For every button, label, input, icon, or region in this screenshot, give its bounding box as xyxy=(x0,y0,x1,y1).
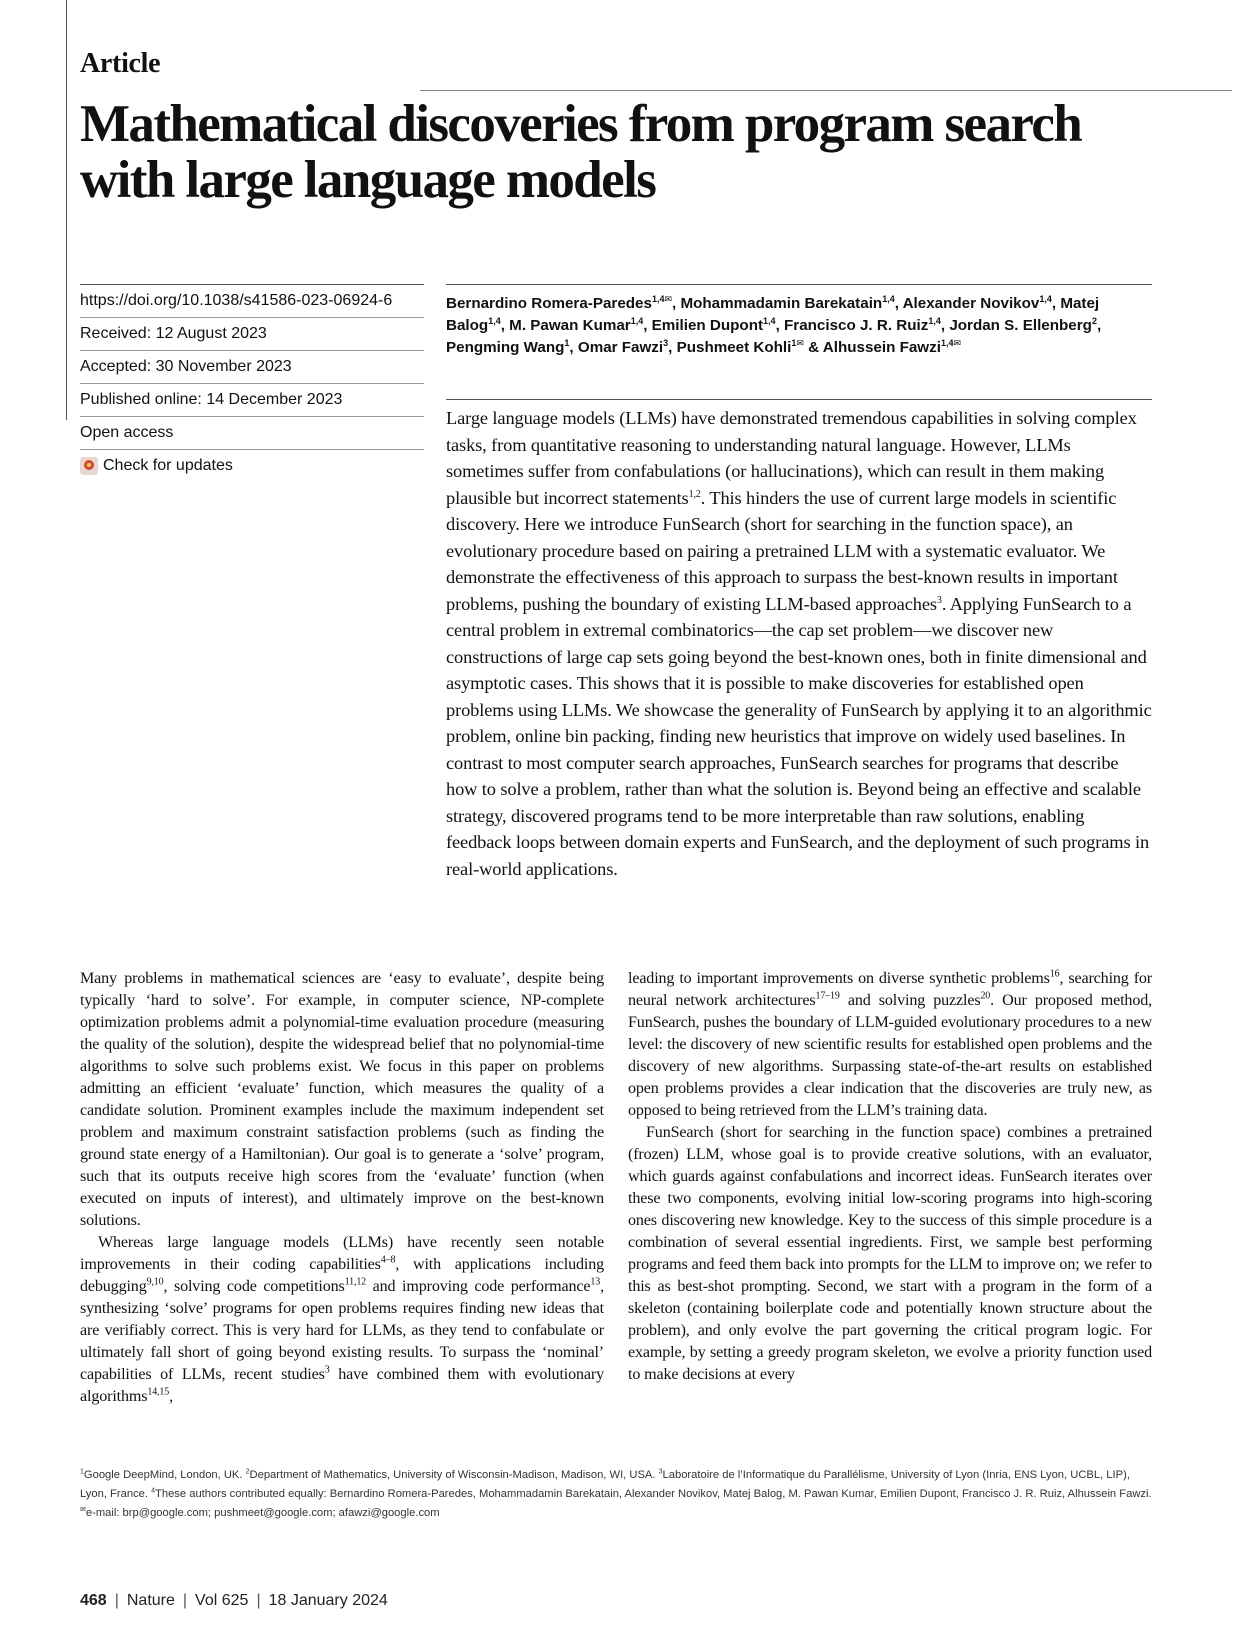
author-affiliation: 1 xyxy=(564,337,570,348)
received-date: Received: 12 August 2023 xyxy=(80,317,424,350)
author-separator: , xyxy=(775,317,785,334)
header-rule xyxy=(420,90,1232,91)
article-title: Mathematical discoveries from program search with large language models xyxy=(80,95,1082,209)
body-column-right xyxy=(628,968,1152,1386)
author-separator: , xyxy=(569,339,578,356)
author-separator: , xyxy=(643,317,652,334)
text-run: leading to important improvements on diverse synthetic problems xyxy=(628,970,1050,987)
author-affiliation: 1,4 xyxy=(630,315,644,326)
author-affiliation: 1,4 xyxy=(928,315,941,326)
author-name[interactable]: Omar Fawzi xyxy=(577,339,664,356)
text-run: and improving code performance xyxy=(366,1278,591,1295)
citation-superscript: 16 xyxy=(1049,968,1060,980)
citation-superscript: 11,12 xyxy=(344,1276,367,1288)
page-number: 468 xyxy=(80,1592,107,1609)
body-paragraph xyxy=(80,1232,604,1408)
author-list xyxy=(446,284,1152,359)
citation-superscript: 3 xyxy=(324,1364,330,1376)
check-for-updates-icon xyxy=(80,457,98,475)
author-separator: , xyxy=(894,295,903,312)
author-affiliation: 3 xyxy=(663,337,669,348)
author-affiliation: 1,4 xyxy=(763,315,776,326)
text-run: , solving code competitions xyxy=(163,1278,345,1295)
body-paragraph xyxy=(628,968,1152,1122)
author-separator: , xyxy=(1096,317,1102,334)
body-paragraph xyxy=(628,1122,1152,1386)
open-access-label: Open access xyxy=(80,416,424,449)
envelope-icon[interactable]: ✉ xyxy=(953,337,961,348)
text-run: FunSearch (short for searching in the function space) combines a pretrained (frozen) LLM, whose goal is to provide creative solutions, with an evaluator, which guards against confabulations and incorrect ideas. FunSearch iterates over these two components, evolving initial low-scoring programs into high-scoring ones discovering new knowledge. Key to the success of this simple procedure is a combination of several essential ingredients. First, we sample best performing programs and feed them back into prompts for the LLM to improve on; we refer to this as best-shot prompting. Second, we start with a program in the form of a skeleton (containing boilerplate code and potentially known structure about the problem), and only evolve the part governing the critical program logic. For example, by setting a greedy program skeleton, we evolve a priority function used to make decisions at every xyxy=(628,1124,1152,1383)
author-name[interactable]: Matej Balog xyxy=(446,295,1100,334)
text-run: , with applications including debugging xyxy=(80,1256,604,1295)
text-run: e-mail: brp@google.com; pushmeet@google.com; afawzi@google.com xyxy=(85,1507,440,1519)
text-run: have combined them with evolutionary algorithms xyxy=(80,1366,604,1405)
author-affiliation: 2 xyxy=(1091,315,1097,326)
citation-superscript: ✉ xyxy=(80,1506,86,1514)
text-run: Large language models (LLMs) have demonstrated tremendous capabilities in solving complex tasks, from quantitative reasoning to understanding natural language. However, LLMs sometimes suffer from confabulations (or hallucinations), which can result in them making plausible but incorrect statements xyxy=(446,408,1137,508)
author-separator: , xyxy=(672,295,681,312)
author-affiliation: 1,4 xyxy=(651,293,665,304)
citation-superscript: 13 xyxy=(590,1276,601,1288)
text-run: Department of Mathematics, University of Wisconsin-Madison, Madison, WI, USA. xyxy=(249,1469,659,1481)
body-column-left xyxy=(80,968,604,1408)
text-run: These authors contributed equally: Bernardino Romera-Paredes, Mohammadamin Barekatain, Alexander Novikov, Matej Balog, M. Pawan Kumar, Emilien Dupont, Francisco J. R. Ruiz, Alhussein Fawzi. xyxy=(155,1488,1152,1500)
text-run: , xyxy=(169,1388,173,1405)
text-run: . Our proposed method, FunSearch, pushes the boundary of LLM-guided evolutionary procedures to a new level: the discovery of new scientific results for established open problems and the discovery of new algorithms. Surpassing state-of-the-art results on established open problems provides a clear indication that the discoveries are truly new, as opposed to being retrieved from the LLM’s training data. xyxy=(628,992,1152,1119)
text-run: , searching for neural network architectures xyxy=(628,970,1153,1009)
author-affiliation: 1,4 xyxy=(940,337,954,348)
journal-name: Nature xyxy=(126,1592,175,1609)
envelope-icon[interactable]: ✉ xyxy=(664,293,673,304)
citation-superscript: 3 xyxy=(936,594,942,606)
author-name[interactable]: Pushmeet Kohli xyxy=(676,339,792,356)
text-run: Laboratoire de l’Informatique du Parallélisme, University of Lyon (Inria, ENS Lyon, UCBL, LIP), Lyon, France. xyxy=(80,1469,1130,1500)
page-footer: 468 | Nature | Vol 625 | 18 January 2024 xyxy=(80,1592,388,1609)
author-separator: , xyxy=(500,317,510,334)
citation-superscript: 1 xyxy=(80,1468,84,1476)
body-paragraph xyxy=(80,968,604,1232)
author-name[interactable]: M. Pawan Kumar xyxy=(509,317,631,334)
text-run: . This hinders the use of current large models in scientific discovery. Here we introduce FunSearch (short for searching in the function space), an evolutionary procedure based on pairing a pretrained LLM with a systematic evaluator. We demonstrate the effectiveness of this approach to surpass the best-known results in important problems, pushing the boundary of existing LLM-based approaches xyxy=(446,487,1118,614)
published-date: Published online: 14 December 2023 xyxy=(80,383,424,416)
citation-superscript: 4 xyxy=(151,1487,156,1495)
text-run: Many problems in mathematical sciences are ‘easy to evaluate’, despite being typically ‘hard to solve’. For example, in computer science, NP-complete optimization problems admit a polynomial-time evaluation procedure (measuring the quality of the solution), despite the widespread belief that no polynomial-time algorithms to solve such problems exist. We focus in this paper on problems admitting an efficient ‘evaluate’ function, which measures the quality of a candidate solution. Prominent examples include the maximum independent set problem and maximum constraint satisfaction problems (such as finding the ground state energy of a Hamiltonian). Our goal is to generate a ‘solve’ program, such that its outputs receive high scores from the ‘evaluate’ function (when executed on inputs of interest), and ultimately improve on the best-known solutions. xyxy=(80,970,604,1229)
author-name[interactable]: Emilien Dupont xyxy=(651,317,764,334)
author-affiliation: 1,4 xyxy=(1039,293,1052,304)
author-name[interactable]: Bernardino Romera-Paredes xyxy=(446,295,652,312)
text-run: Google DeepMind, London, UK. xyxy=(83,1469,246,1481)
envelope-icon[interactable]: ✉ xyxy=(796,337,804,348)
text-run: Whereas large language models (LLMs) have recently seen notable improvements in their coding capabilities xyxy=(80,1234,604,1273)
citation-superscript: 4–8 xyxy=(380,1254,396,1266)
check-for-updates-label: Check for updates xyxy=(103,457,233,474)
check-for-updates-link[interactable] xyxy=(80,449,424,482)
issue-date: 18 January 2024 xyxy=(268,1592,388,1609)
citation-superscript: 20 xyxy=(980,990,991,1002)
affiliations-footnote xyxy=(80,1466,1152,1523)
margin-rule xyxy=(66,0,67,420)
author-name[interactable]: Alexander Novikov xyxy=(902,295,1040,312)
article-metadata xyxy=(80,284,424,482)
author-separator: , xyxy=(668,339,677,356)
author-name[interactable]: Francisco J. R. Ruiz xyxy=(784,317,929,334)
abstract xyxy=(446,399,1152,882)
author-affiliation: 1,4 xyxy=(488,315,501,326)
journal-volume: Vol 625 xyxy=(195,1592,249,1609)
author-affiliation: 1 xyxy=(791,337,797,348)
accepted-date: Accepted: 30 November 2023 xyxy=(80,350,424,383)
author-name[interactable]: Jordan S. Ellenberg xyxy=(949,317,1092,334)
article-type-label: Article xyxy=(80,48,161,79)
text-run: . Applying FunSearch to a central problem in extremal combinatorics—the cap set problem—we discover new constructions of large cap sets going beyond the best-known ones, both in finite dimensional and asymptotic cases. This shows that it is possible to make discoveries for established open problems using LLMs. We showcase the generality of FunSearch by applying it to an algorithmic problem, online bin packing, finding new heuristics that improve on widely used baselines. In contrast to most computer search approaches, FunSearch searches for programs that describe how to solve a problem, rather than what the solution is. Beyond being an effective and scalable strategy, discovered programs tend to be more interpretable than raw solutions, enabling feedback loops between domain experts and FunSearch, and the deployment of such programs in real-world applications. xyxy=(446,593,1152,879)
citation-superscript: 17–19 xyxy=(815,990,840,1002)
author-separator: , xyxy=(1051,295,1061,312)
author-separator: & xyxy=(803,339,823,356)
citation-superscript: 3 xyxy=(658,1468,663,1476)
citation-superscript: 14,15 xyxy=(147,1386,170,1398)
citation-superscript: 1,2 xyxy=(688,488,701,500)
doi-link[interactable]: https://doi.org/10.1038/s41586-023-06924-6 xyxy=(80,284,424,317)
text-run: and solving puzzles xyxy=(839,992,981,1009)
citation-superscript: 2 xyxy=(245,1468,250,1476)
author-affiliation: 1,4 xyxy=(882,293,895,304)
author-name[interactable]: Alhussein Fawzi xyxy=(822,339,941,356)
author-separator: , xyxy=(940,317,950,334)
text-run: , synthesizing ‘solve’ programs for open problems requires finding new ideas that are verifiably correct. This is very hard for LLMs, as they tend to confabulate or ultimately fall short of going beyond existing results. To surpass the ‘nominal’ capabilities of LLMs, recent studies xyxy=(80,1278,604,1383)
citation-superscript: 9,10 xyxy=(146,1276,164,1288)
author-name[interactable]: Pengming Wang xyxy=(446,339,565,356)
author-name[interactable]: Mohammadamin Barekatain xyxy=(680,295,883,312)
